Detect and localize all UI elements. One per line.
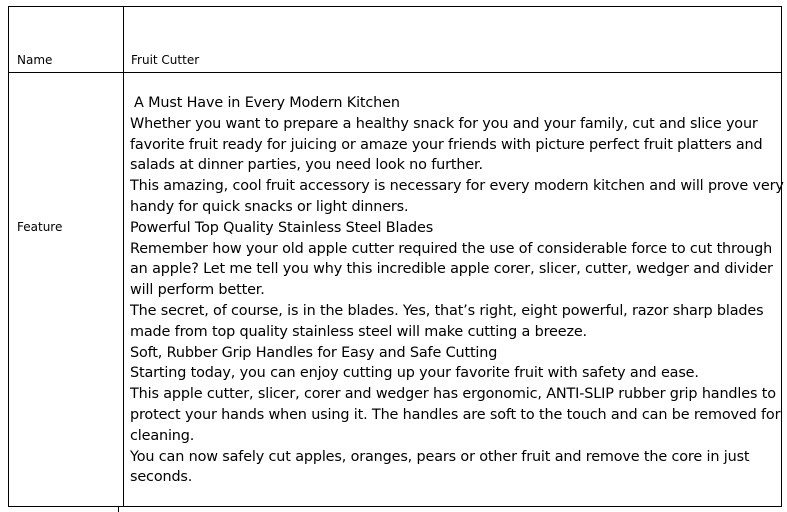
feature-text-line: handy for quick snacks or light dinners. [130, 198, 409, 215]
feature-label: Feature [17, 220, 63, 234]
feature-heading-kitchen: A Must Have in Every Modern Kitchen [134, 95, 400, 111]
feature-text-line: seconds. [130, 469, 193, 486]
feature-text-line: cleaning. [130, 427, 195, 444]
name-value: Fruit Cutter [131, 53, 200, 67]
feature-heading-handles: Soft, Rubber Grip Handles for Easy and Safe Cutting [130, 344, 498, 361]
feature-text-line: made from top quality stainless steel will make cutting a breeze. [130, 323, 587, 340]
name-label: Name [17, 53, 53, 67]
feature-description [130, 93, 784, 488]
feature-text-line: protect your hands when using it. The handles are soft to the touch and can be removed for [130, 406, 781, 423]
next-row-border-fragment [118, 507, 119, 512]
product-spec-table [8, 6, 782, 507]
feature-text-line: will perform better. [130, 282, 265, 299]
feature-text-line: This amazing, cool fruit accessory is necessary for every modern kitchen and will prove very [130, 178, 784, 195]
column-divider [123, 7, 124, 506]
feature-text-line: The secret, of course, is in the blades. Yes, that’s right, eight powerful, razor sharp blades [130, 302, 764, 319]
feature-heading-blades: Powerful Top Quality Stainless Steel Blades [130, 219, 434, 236]
feature-text-line: You can now safely cut apples, oranges, pears or other fruit and remove the core in just [130, 448, 750, 465]
row-divider [9, 72, 781, 73]
feature-text-line: Starting today, you can enjoy cutting up your favorite fruit with safety and ease. [130, 365, 699, 382]
feature-text-line: an apple? Let me tell you why this incredible apple corer, slicer, cutter, wedger and divider [130, 261, 773, 278]
feature-text-line: Remember how your old apple cutter required the use of considerable force to cut through [130, 240, 773, 257]
feature-text-line: salads at dinner parties, you need look no further. [130, 157, 483, 174]
feature-text-line: This apple cutter, slicer, corer and wedger has ergonomic, ANTI-SLIP rubber grip handles to [130, 386, 776, 403]
feature-text-line: Whether you want to prepare a healthy snack for you and your family, cut and slice your [130, 115, 758, 132]
feature-text-line: favorite fruit ready for juicing or amaze your friends with picture perfect fruit platters and [130, 136, 763, 153]
